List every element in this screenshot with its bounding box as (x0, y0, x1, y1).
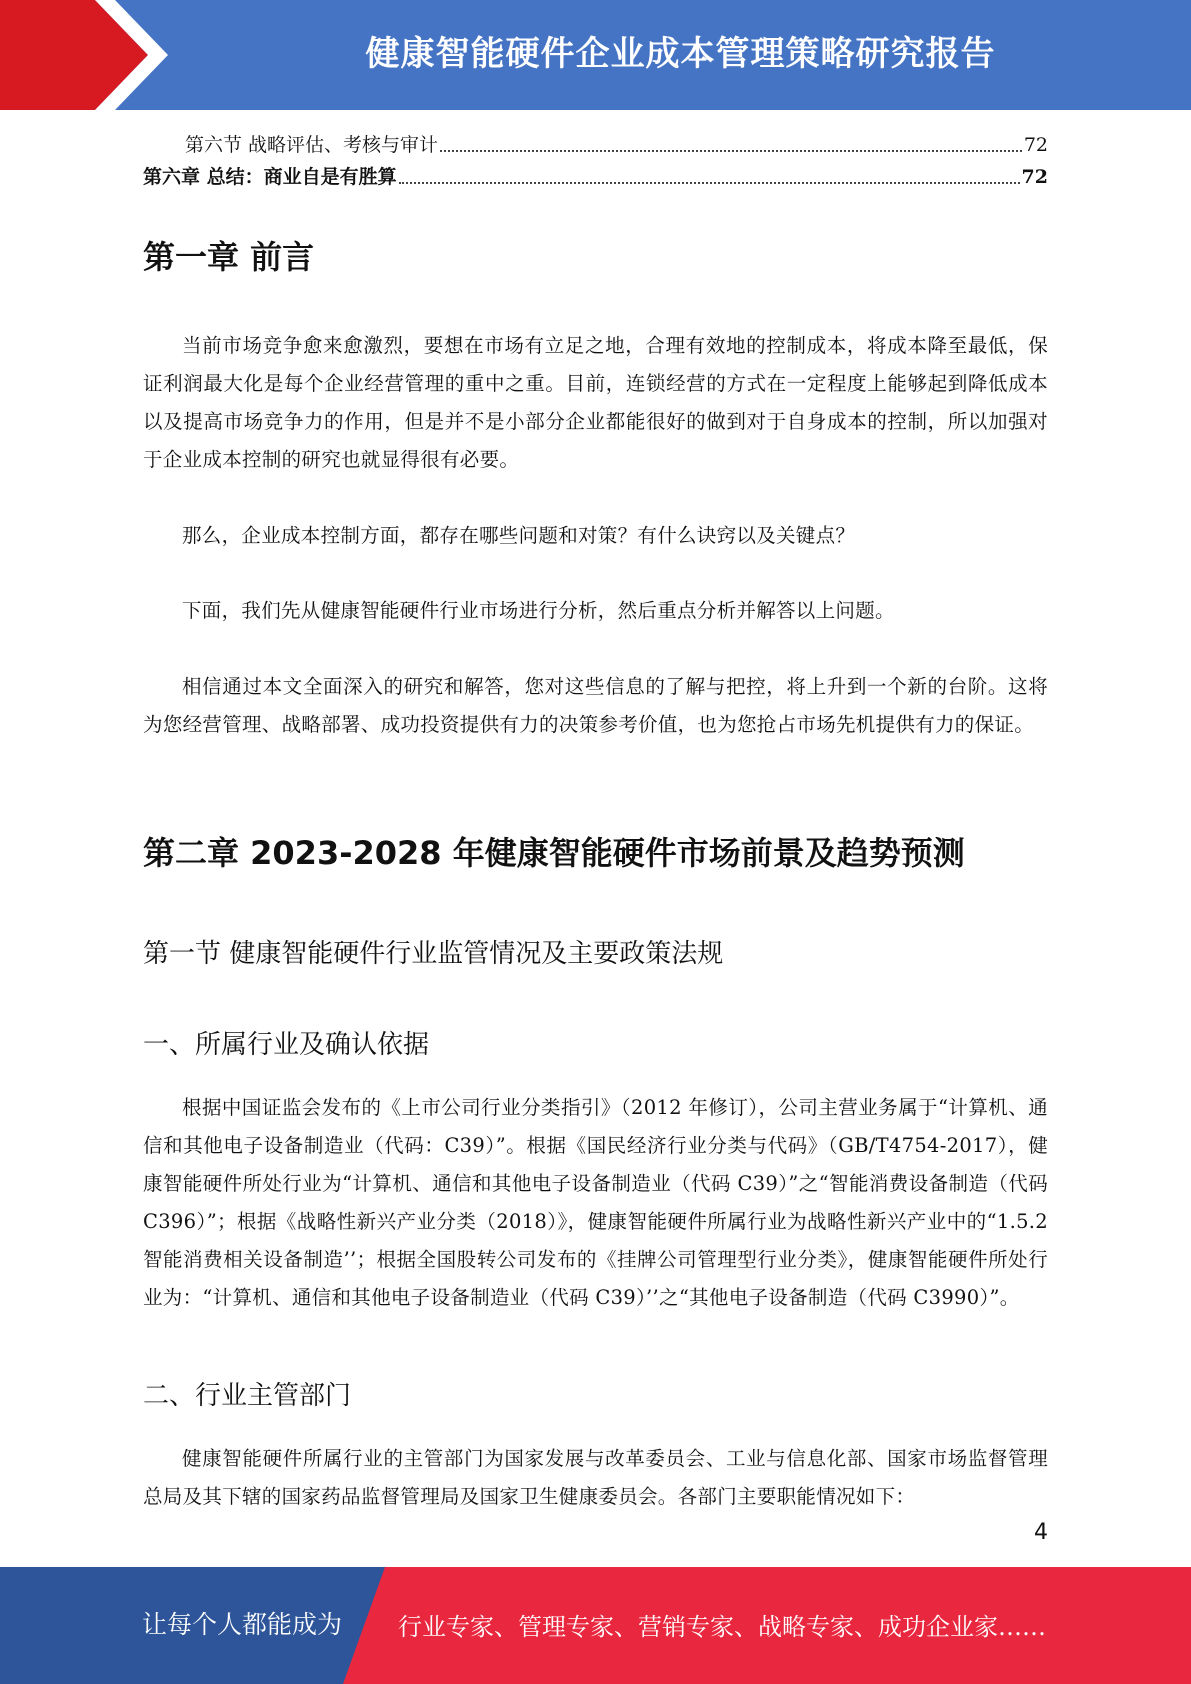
page-number: 4 (1034, 1520, 1048, 1545)
footer-slogan-left: 让每个人都能成为 (142, 1610, 343, 1639)
paragraph: 当前市场竞争愈来愈激烈，要想在市场有立足之地，合理有效地的控制成本，将成本降至最低，保证利润最大化是每个企业经营管理的重中之重。目前，连锁经营的方式在一定程度上能够起到降低成本以及提高市场竞争力的作用，但是并不是小部分企业都能很好的做到对于自身成本的控制，所以加强对于企业成本控制的研究也就显得很有必要。 (143, 334, 1048, 471)
report-title: 健康智能硬件企业成本管理策略研究报告 (365, 34, 996, 74)
chapter-heading: 第二章 2023-2028 年健康智能硬件市场前景及趋势预测 (143, 834, 965, 872)
section-heading: 第一节 健康智能硬件行业监管情况及主要政策法规 (143, 939, 724, 969)
toc-entry-label: 第六节 战略评估、考核与审计 (185, 134, 439, 156)
chapter-heading: 第一章 前言 (143, 238, 315, 276)
paragraph: 健康智能硬件所属行业的主管部门为国家发展与改革委员会、工业与信息化部、国家市场监督管理总局及其下辖的国家药品监督管理局及国家卫生健康委员会。各部门主要职能情况如下： (143, 1447, 1048, 1508)
subsection-heading: 二、行业主管部门 (143, 1381, 352, 1411)
paragraph: 相信通过本文全面深入的研究和解答，您对这些信息的了解与把控，将上升到一个新的台阶。这将为您经营管理、战略部署、成功投资提供有力的决策参考价值，也为您抢占市场先机提供有力的保证。 (143, 675, 1048, 736)
toc-entry[interactable] (143, 162, 1048, 189)
paragraph: 根据中国证监会发布的《上市公司行业分类指引》（2012 年修订），公司主营业务属于“计算机、通信和其他电子设备制造业（代码：C39）”。根据《国民经济行业分类与代码》（GB/T4754-2017），健康智能硬件所处行业为“计算机、通信和其他电子设备制造业（代码 C39）”之“智能消费设备制造（代码 C396）”；根据《战略性新兴产业分类（2018）》，健康智能硬件所属行业为战略性新兴产业中的“1.5.2 智能消费相关设备制造’’；根据全国股转公司发布的《挂牌公司管理型行业分类》，健康智能硬件所处行业为：“计算机、通信和其他电子设备制造业（代码 C39）’’之“其他电子设备制造（代码 C3990）”。 (143, 1096, 1048, 1309)
toc-entry[interactable] (185, 130, 1048, 157)
subsection-heading: 一、所属行业及确认依据 (143, 1030, 430, 1060)
toc-leader (399, 182, 1020, 184)
page-header (0, 0, 1191, 110)
toc-entry-page: 72 (1023, 134, 1048, 156)
toc-entry-label: 第六章 总结：商业自是有胜算 (143, 166, 397, 188)
page-footer (0, 1567, 1191, 1684)
toc-entry-page: 72 (1021, 166, 1048, 188)
toc-leader (440, 150, 1022, 152)
paragraph: 那么，企业成本控制方面，都存在哪些问题和对策？有什么诀窍以及关键点？ (182, 524, 856, 547)
paragraph: 下面，我们先从健康智能硬件行业市场进行分析，然后重点分析并解答以上问题。 (182, 599, 895, 622)
footer-slogan-right: 行业专家、管理专家、营销专家、战略专家、成功企业家…… (398, 1613, 1046, 1641)
